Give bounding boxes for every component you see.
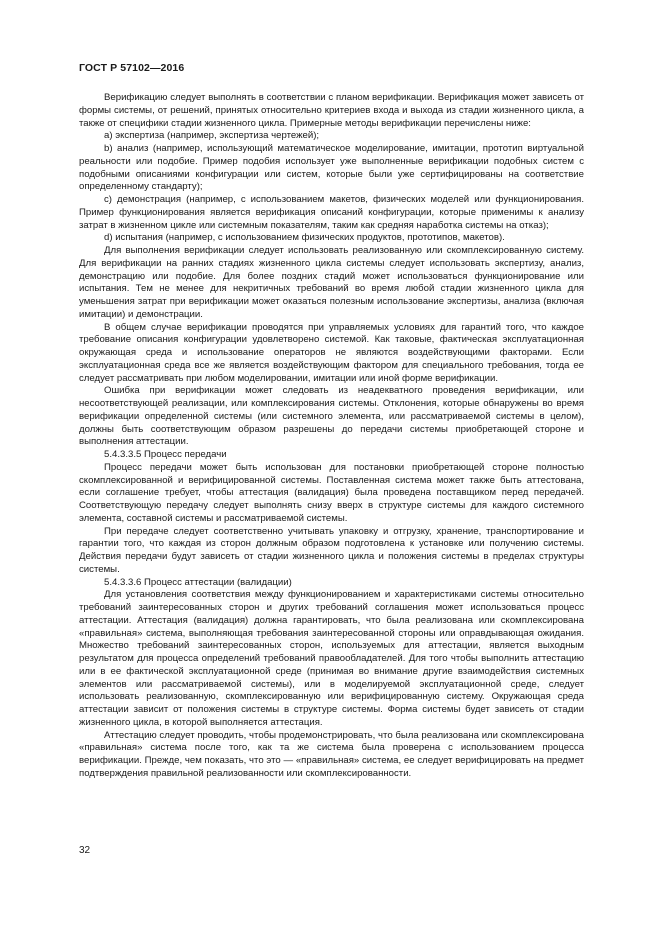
page-number: 32 — [79, 845, 91, 856]
paragraph-validation-demonstration: Аттестацию следует проводить, чтобы продемонстрировать, что была реализована или скомплексирована «правильная» система после того, как та же система была проверена с использованием процесса верификации. Прежде, чем показать, что это — «правильная» система, ее следует верифицировать на предмет подтверждения правильной реализованности или скомплексированности. — [79, 729, 584, 779]
section-heading-validation: 5.4.3.3.6 Процесс аттестации (валидации) — [104, 576, 292, 588]
paragraph-verification-errors: Ошибка при верификации может следовать из неадекватного проведения верификации, или несоответствующей реализации, или комплексирования системы. Отклонения, которые обнаружены во время верификации определенной системы (или системного элемента, или рассматриваемой системы в целом), должны быть соответствующим образом разрешены до передачи системы приобретающей стороне и выполнения аттестации. — [79, 385, 584, 448]
section-heading-transfer: 5.4.3.3.5 Процесс передачи — [104, 449, 227, 460]
document-header: ГОСТ Р 57102—2016 — [79, 62, 185, 74]
paragraph-verification-stages: Для выполнения верификации следует использовать реализованную или скомплексированную систему. Для верификации на ранних стадиях жизненного цикла системы следует использовать экспертизу, анализ, демонстрацию или подобие. Для более поздних стадий может использоваться функционирование или испытания. Тем не менее для некритичных требований во время любой стадии жизненного цикла для уменьшения затрат при верификации может оказаться полезным использование экспертизы, анализа (включая имитации) и демонстрации. — [79, 245, 584, 320]
paragraph-verification-intro: Верификацию следует выполнять в соответствии с планом верификации. Верификация может зависеть от формы системы, от решений, принятых относительно критериев входа и выхода из стадии жизненного цикла, а также от специфики стадии жизненного цикла. Примерные методы верификации перечислены ниже: — [79, 92, 584, 129]
list-item-d: d) испытания (например, с использованием физических продуктов, прототипов, макетов). — [104, 232, 505, 244]
list-item-c: c) демонстрация (например, с использованием макетов, физических моделей или функционирования. Пример функционирования является верификация описаний конфигурации, которые применимы к анализу затрат в жизненном цикле или системным показателям, таким как средняя наработка системы на отказ); — [79, 194, 584, 231]
paragraph-verification-conditions: В общем случае верификации проводятся при управляемых условиях для гарантий того, что каждое требование описания конфигурации удовлетворено системой. Как таковые, фактическая эксплуатационная окружающая среда и использование операторов не являются воздействующими факторами. Если эксплуатационная среда все же является воздействующим фактором для специального требования, тогда ее следует рассматривать при любом моделировании, имитации или иной форме верификации. — [79, 321, 584, 384]
list-item-b: b) анализ (например, использующий математическое моделирование, имитации, прототип виртуальной реальности или подобие. Пример подобия использует уже выполненные верификации подобных систем с подобными описаниями конфигурации или систем, которые были уже сертифицированы на соответствие определенному стандарту); — [79, 143, 584, 193]
document-body — [79, 92, 584, 781]
paragraph-validation-process: Для установления соответствия между функционированием и характеристиками системы относительно требований заинтересованных сторон и других требований соглашения может использоваться процесс аттестации. Аттестация (валидация) должна гарантировать, что была реализована или скомплексирована «правильная» система, выполняющая требования заинтересованной стороны или оправдывающая ожидания. Множество требований заинтересованных сторон, используемых для аттестации, является выходным результатом для процесса определений требований правообладателей. Для того чтобы выполнить аттестацию или в ее фактической эксплуатационной среде (принимая во внимание другие взаимодействия системных элементов или рассматриваемой системы), или в моделируемой эксплуатационной среде, следует использовать реализованную, скомплексированную или верифицированную систему. Окружающая среда аттестации зависит от положения системы в структуре системы. Форма системы будет зависеть от стадии жизненного цикла, в которой выполняется аттестация. — [79, 589, 584, 728]
list-item-a: a) экспертиза (например, экспертиза чертежей); — [104, 130, 320, 142]
paragraph-transfer-packaging: При передаче следует соответственно учитывать упаковку и отгрузку, хранение, транспортирование и гарантии того, что каждая из сторон должным образом подготовлена к установке или получению системы. Действия передачи будут зависеть от стадии жизненного цикла и положения системы в пределах структуры системы. — [79, 525, 584, 575]
paragraph-transfer-process: Процесс передачи может быть использован для постановки приобретающей стороне полностью скомплексированной и верифицированной системы. Поставленная система может также быть аттестована, если соглашение требует, чтобы аттестация (валидация) была проведена поставщиком перед передачей. Соответствующую передачу следует выполнять снизу вверх в структуре системы для каждого системного элемента, составной системы и рассматриваемой системы. — [79, 461, 584, 524]
